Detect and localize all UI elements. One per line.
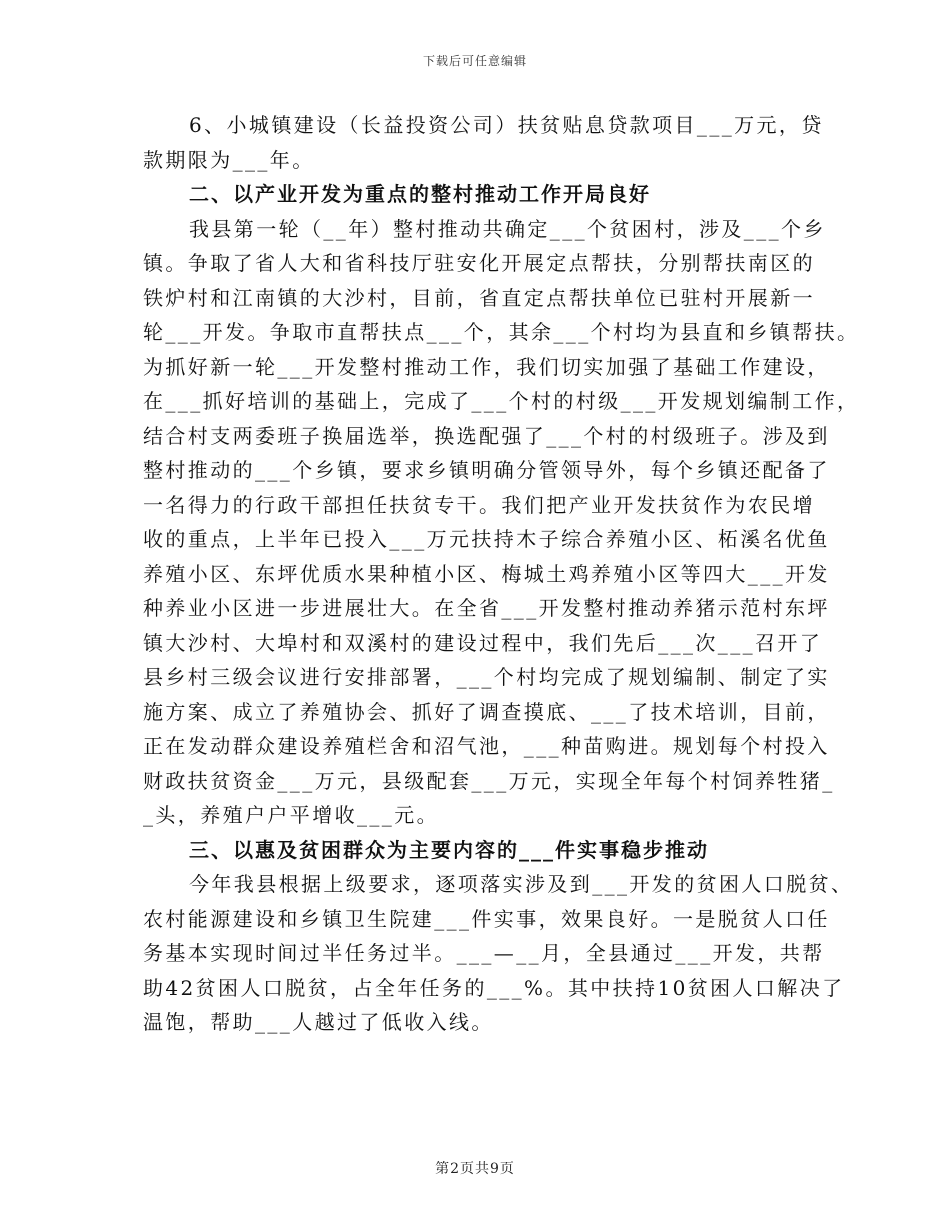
body-text-line: 务基本实现时间过半任务过半。___—__月，全县通过___开发，共帮 (143, 941, 825, 965)
body-text-line: 镇大沙村、大埠村和双溪村的建设过程中，我们先后___次___召开了 (143, 630, 823, 655)
section-heading: 二、以产业开发为重点的整村推动工作开局良好 (189, 182, 651, 206)
page-footer: 第2页共9页 (435, 1161, 515, 1177)
body-text-line: 施方案、成立了养殖协会、抓好了调查摸底、___了技术培训，目前， (143, 699, 830, 724)
body-text-line: 镇。争取了省人大和省科技厅驻安化开展定点帮扶，分别帮扶南区的 (143, 251, 815, 275)
body-text-line: 种养业小区进一步进展壮大。在全省___开发整村推动养猪示范村东坪 (143, 596, 830, 620)
body-text-line: 在___抓好培训的基础上，完成了___个村的村级___开发规划编制工作， (143, 389, 860, 413)
body-text-line: 正在发动群众建设养殖栏舍和沼气池，___种苗购进。规划每个村投入 (143, 734, 830, 758)
body-text-line: 今年我县根据上级要求，逐项落实涉及到___开发的贫困人口脱贫、 (189, 872, 854, 896)
body-text-line: 铁炉村和江南镇的大沙村，目前，省直定点帮扶单位已驻村开展新一 (143, 285, 815, 310)
body-text-line: 温饱，帮助___人越过了低收入线。 (143, 1010, 494, 1034)
body-text-line: 助42贫困人口脱贫，占全年任务的___%。其中扶持10贫困人口解决了 (143, 975, 845, 1000)
body-text-line: 收的重点，上半年已投入___万元扶持木子综合养殖小区、柘溪名优鱼 (143, 527, 830, 551)
body-text-line: 轮___开发。争取市直帮扶点___个，其余___个村均为县直和乡镇帮扶。 (143, 320, 860, 344)
document-body (143, 108, 860, 1040)
body-text-line: _头，养殖户户平增收___元。 (143, 803, 439, 827)
body-text-line: 养殖小区、东坪优质水果种植小区、梅城土鸡养殖小区等四大___开发 (143, 561, 830, 586)
body-text-line: 我县第一轮（__年）整村推动共确定___个贫困村，涉及___个乡 (189, 216, 826, 241)
body-text-line: 款期限为___年。 (143, 147, 315, 172)
section-heading: 三、以惠及贫困群众为主要内容的___件实事稳步推动 (189, 837, 709, 862)
body-text-line: 农村能源建设和乡镇卫生院建___件实事，效果良好。一是脱贫人口任 (143, 906, 830, 931)
body-text-line: 为抓好新一轮___开发整村推动工作，我们切实加强了基础工作建设， (143, 354, 830, 379)
body-text-line: 一名得力的行政干部担任扶贫专干。我们把产业开发扶贫作为农民增 (143, 492, 815, 517)
body-text-line: 县乡村三级会议进行安排部署，___个村均完成了规划编制、制定了实 (143, 665, 830, 689)
body-text-line: 整村推动的___个乡镇，要求乡镇明确分管领导外，每个乡镇还配备了 (143, 458, 830, 482)
body-text-line: 财政扶贫资金___万元，县级配套___万元，实现全年每个村饲养牲猪_ (143, 768, 835, 793)
page-header: 下载后可任意编辑 (422, 54, 527, 68)
body-text-line: 结合村支两委班子换届选举，换选配强了___个村的村级班子。涉及到 (143, 423, 830, 448)
body-text-line: 6、小城镇建设（长益投资公司）扶贫贴息贷款项目___万元，贷 (189, 113, 824, 137)
